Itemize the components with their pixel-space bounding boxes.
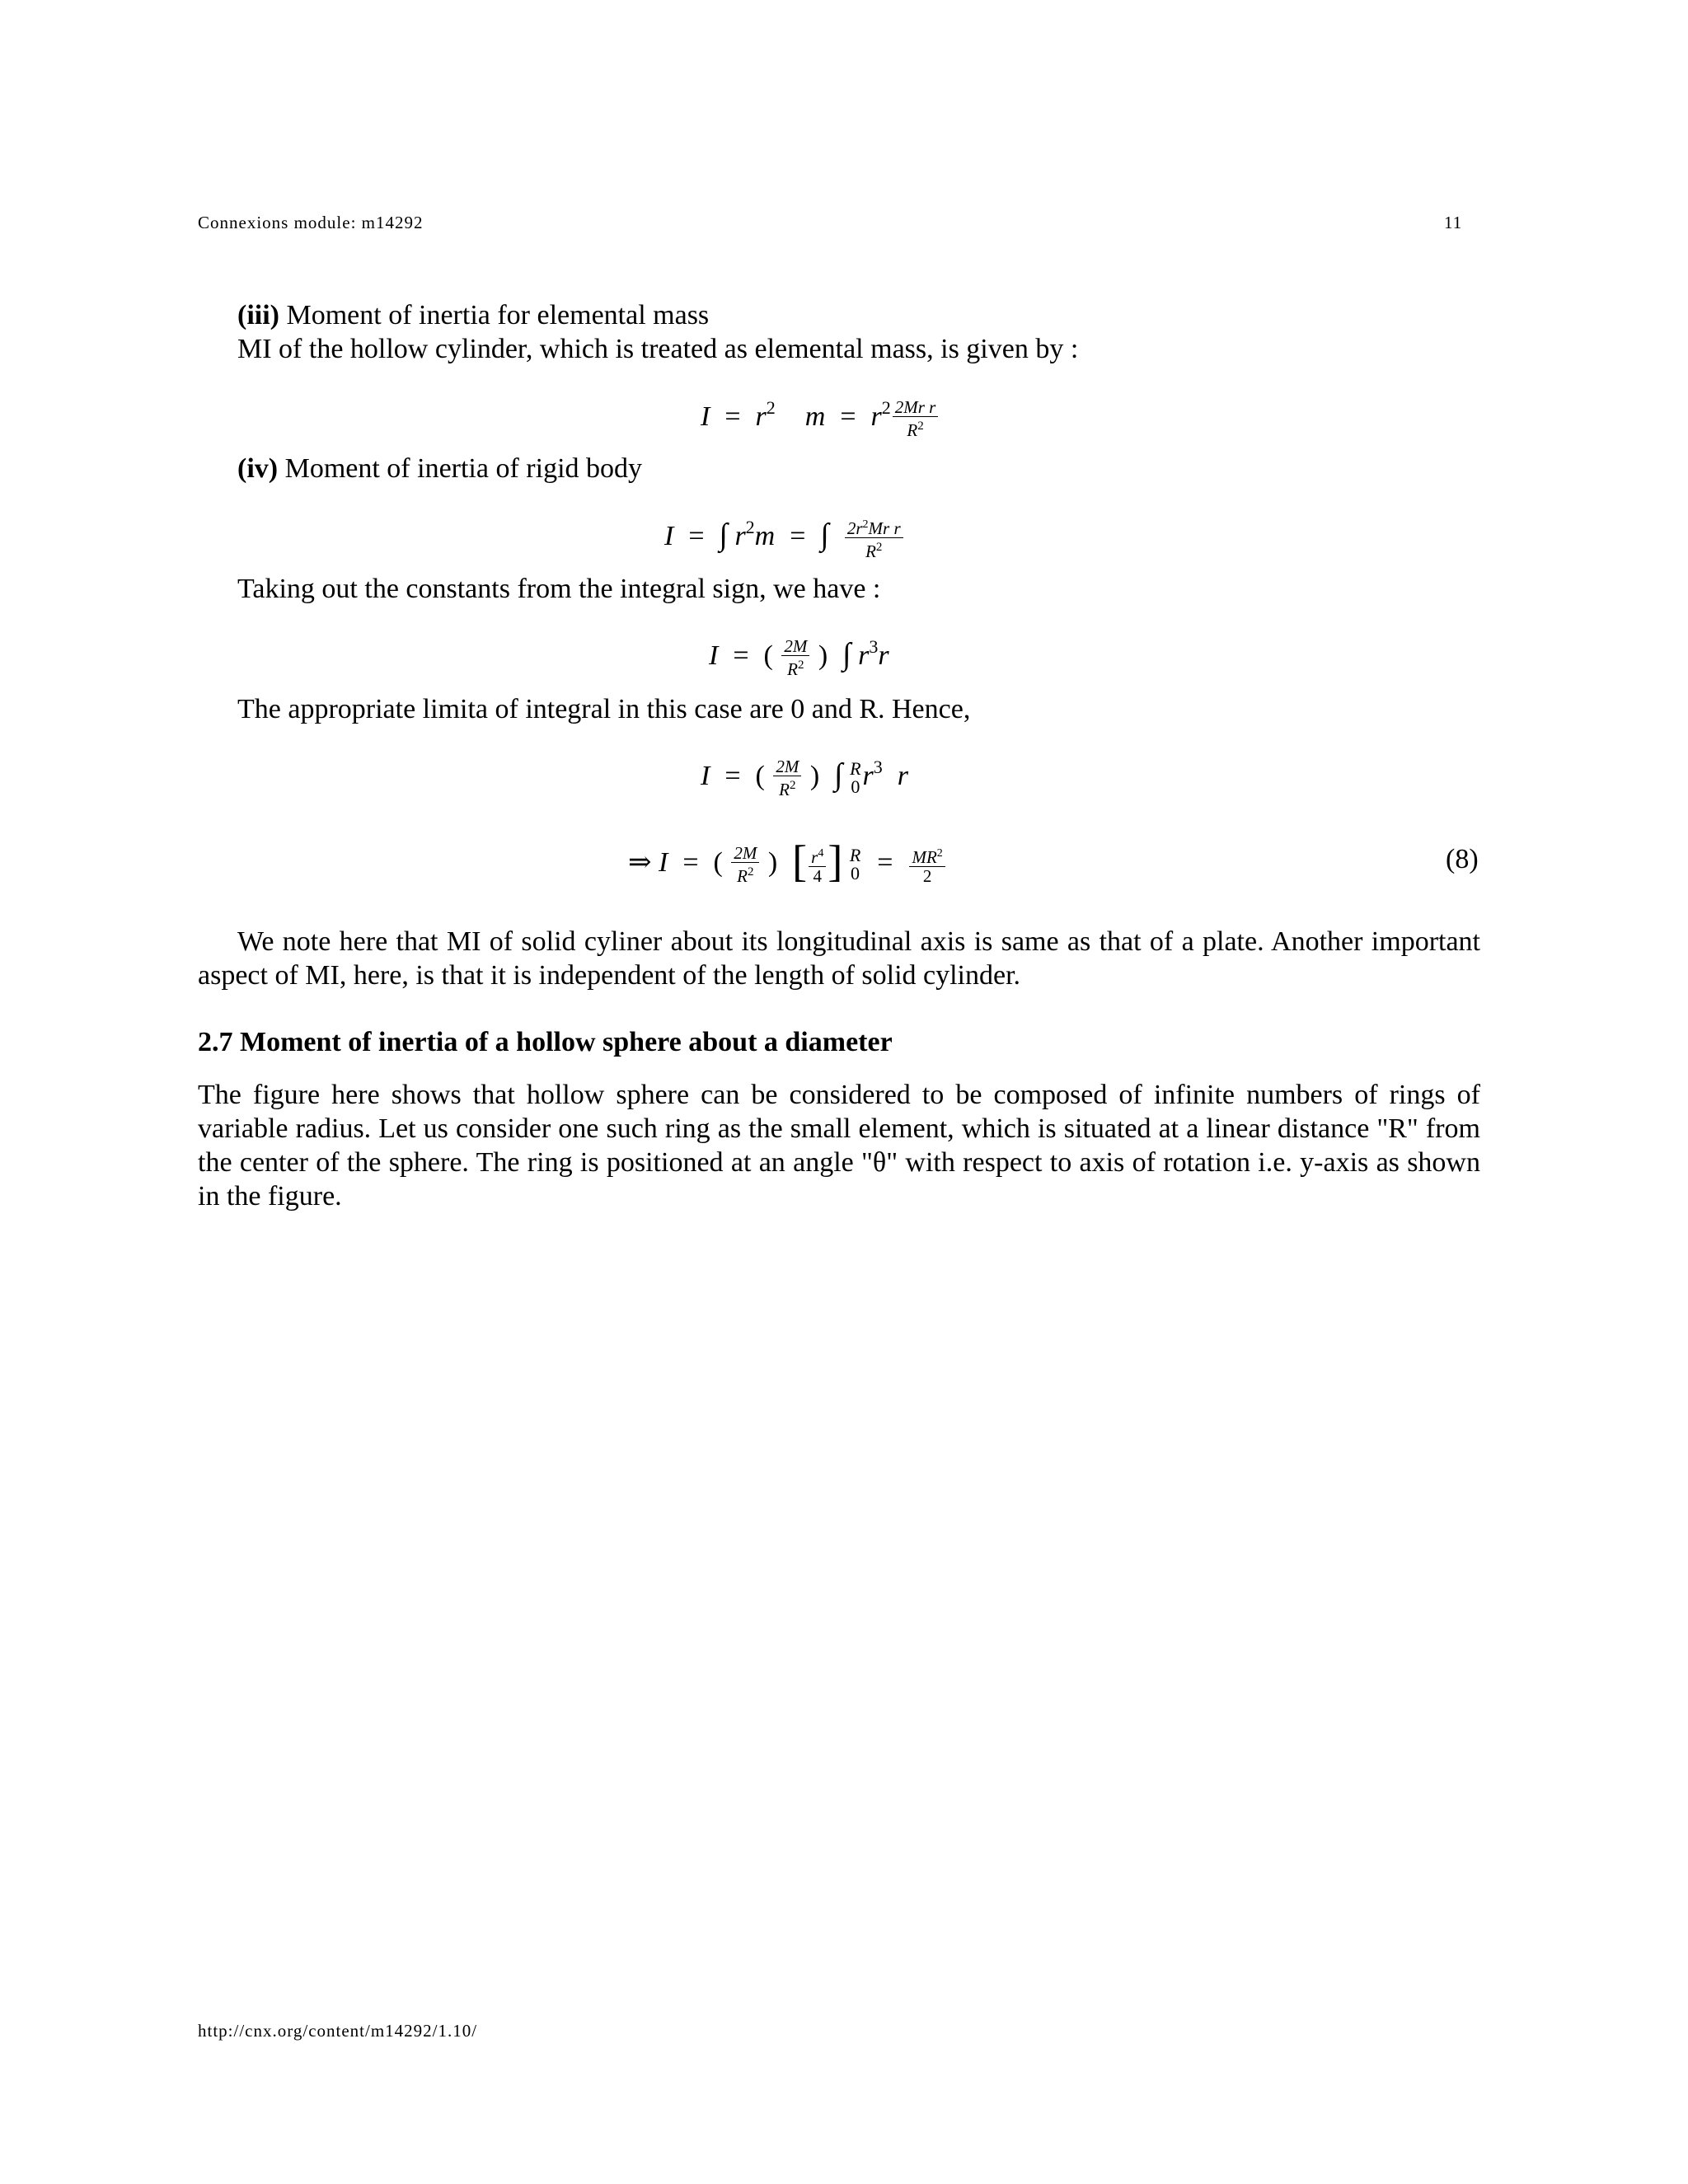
paragraph-note: We note here that MI of solid cyliner about its longitudinal axis is same as that of a plate. Another important aspect of MI, here, is that it is independent of the length of solid cylinder. [198,926,1480,991]
equation-rigid-body-mi: I = ∫ $r^2m$ = ∫ $\frac{2r^2Mr r}{R^2}$ [664,516,905,560]
eq2-fraction: $\frac{2r^2Mr r}{R^2}$ [845,516,903,560]
eq3-lhs: I [709,640,719,671]
running-header: Connexions module: m14292 [198,213,424,232]
equation-with-limits: I = ( $\frac{2M}{R^2}$ ) ∫ R 0 $r^3$ r [701,757,909,800]
page-number: 11 [1444,213,1463,232]
eq4-limits: R 0 [850,758,861,798]
section-heading: 2.7 Moment of inertia of a hollow sphere about a diameter [198,1027,893,1057]
equation-result: ⇒ I = ( $\frac{2M}{R^2}$ ) [ $\frac{r^4}{4}$ ] R 0 = $\frac{MR^2}{2}$ [628,836,947,887]
eq5-bracket-fraction: $\frac{r^4}{4}$ [809,845,826,885]
eq5-limits: R 0 [849,845,861,884]
eq4-fraction: $\frac{2M}{R^2}$ [773,757,801,799]
step-iii [237,298,709,332]
eq5-result-fraction: $\frac{MR^2}{2}$ [909,845,945,885]
equation-constants-out: I = ( $\frac{2M}{R^2}$ ) ∫ $r^3r$ [709,636,889,680]
eq4-lhs: I [701,761,710,791]
eq3-fraction: $\frac{2M}{R^2}$ [781,637,809,678]
eq1-lhs: I [701,401,710,432]
paragraph-sphere: The figure here shows that hollow sphere can be considered to be composed of infinite numbers of rings of variable radius. Let us consider one such ring as the small element, which is situated at a linear distance "R" from the center of the sphere. The ring is positioned at an angle "θ" with respect to axis of rotation i.e. y-axis as shown in the figure. [198,1080,1480,1212]
eq5-lhs: I [659,847,668,878]
implies-arrow: ⇒ [628,847,652,878]
equation-elemental-mi: $I = r^2$ $m = r^2$ $\frac{\text{2Mr r}}{R^2}$ [701,397,940,439]
step-iv-title: Moment of inertia of rigid body [284,453,643,484]
step-iii-text: MI of the hollow cylinder, which is treated as elemental mass, is given by : [237,334,1079,364]
text-constants: Taking out the constants from the integral sign, we have : [237,574,881,604]
integral-sign: ∫ [719,517,728,552]
equation-number: (8) [1446,844,1479,874]
step-iii-title: Moment of inertia for elemental mass [286,300,710,330]
footer-url[interactable]: http://cnx.org/content/m14292/1.10/ [198,2021,478,2041]
eq5-fraction: $\frac{2M}{R^2}$ [731,844,759,885]
eq1-fraction: $\frac{\text{2Mr r}}{R^2}$ [893,398,939,439]
eq2-lhs: I [664,520,674,551]
step-iii-label: (iii) [237,300,279,330]
text-limits: The appropriate limita of integral in this case are 0 and R. Hence, [237,694,971,724]
step-iv [237,452,642,485]
eq1-m: m [804,401,826,432]
step-iv-label: (iv) [237,453,279,484]
eq1-r: r [755,401,767,432]
